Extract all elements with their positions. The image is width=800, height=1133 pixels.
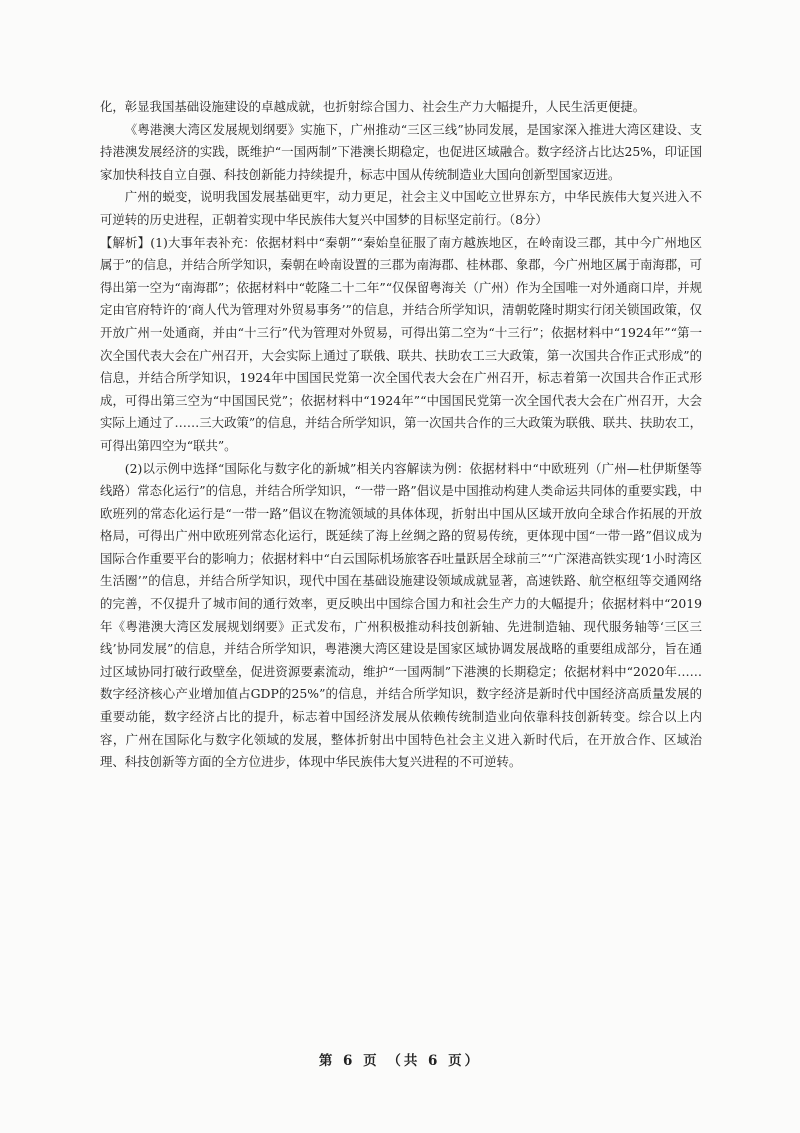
paragraph-conclusion: 广州的蜕变，说明我国发展基础更牢，动力更足，社会主义中国屹立世界东方，中华民族伟大复兴进入不可逆转的历史进程，正朝着实现中华民族伟大复兴中国梦的目标坚定前行。（8分） <box>100 189 702 227</box>
paragraph-bay-area: 《粤港澳大湾区发展规划纲要》实施下，广州推动“三区三线”协同发展，是国家深入推进大湾区建设、支持港澳发展经济的实践，既维护“一国两制”下港澳长期稳定，也促进区域融合。数字经济占比达25%，印证国家加快科技自立自强、科技创新能力持续提升，标志中国从传统制造业大国向创新型国家迈进。 <box>100 121 702 182</box>
page-number-footer: 第 6 页 （共 6 页） <box>318 1053 482 1069</box>
paragraph-analysis-part1: 【解析】(1)大事年表补充：依据材料中“秦朝”“秦始皇征服了南方越族地区，在岭南设三郡，其中今广州地区属于”的信息，并结合所学知识，秦朝在岭南设置的三郡为南海郡、桂林郡、象郡，今广州地区属于南海郡，可得出第一空为“南海郡”；依据材料中“乾隆二十二年”“仅保留粤海关（广州）作为全国唯一对外通商口岸，并规定由官府特许的‘商人代为管理对外贸易事务’”的信息，并结合所学知识，清朝乾隆时期实行闭关锁国政策，仅开放广州一处通商，并由“十三行”代为管理对外贸易，可得出第二空为“十三行”；依据材料中“1924年”“第一次全国代表大会在广州召开，大会实际上通过了联俄、联共、扶助农工三大政策，第一次国共合作正式形成”的信息，并结合所学知识，1924年中国国民党第一次全国代表大会在广州召开，标志着第一次国共合作正式形成，可得出第三空为“中国国民党”；依据材料中“1924年”“中国国民党第一次全国代表大会在广州召开，大会实际上通过了……三大政策”的信息，并结合所学知识，第一次国共合作的三大政策为联俄、联共、扶助农工，可得出第四空为“联共”。 <box>100 234 702 453</box>
paragraph-analysis-part2: (2)以示例中选择“国际化与数字化的新城”相关内容解读为例：依据材料中“中欧班列（广州—杜伊斯堡等线路）常态化运行”的信息，并结合所学知识，“一带一路”倡议是中国推动构建人类命运共同体的重要实践，中欧班列的常态化运行是“一带一路”倡议在物流领域的具体体现，折射出中国从区域开放向全球合作拓展的开放格局，可得出广州中欧班列常态化运行，既延续了海上丝绸之路的贸易传统，更体现中国“一带一路”倡议成为国际合作重要平台的影响力；依据材料中“白云国际机场旅客吞吐量跃居全球前三”“广深港高铁实现‘1小时湾区生活圈’”的信息，并结合所学知识，现代中国在基础设施建设领域成就显著，高速铁路、航空枢纽等交通网络的完善，不仅提升了城市间的通行效率，更反映出中国综合国力和社会生产力的大幅提升；依据材料中“2019年《粤港澳大湾区发展规划纲要》正式发布，广州积极推动科技创新轴、先进制造轴、现代服务轴等‘三区三线’协同发展”的信息，并结合所学知识，粤港澳大湾区建设是国家区域协调发展战略的重要组成部分，旨在通过区域协同打破行政壁垒，促进资源要素流动，维护“一国两制”下港澳的长期稳定；依据材料中“2020年……数字经济核心产业增加值占GDP的25%”的信息，并结合所学知识，数字经济是新时代中国经济高质量发展的重要动能，数字经济占比的提升，标志着中国经济发展从依赖传统制造业向依靠科技创新转变。综合以上内容，广州在国际化与数字化领域的发展，整体折射出中国特色社会主义进入新时代后，在开放合作、区域治理、科技创新等方面的全方位进步，体现中华民族伟大复兴进程的不可逆转。 <box>100 460 702 770</box>
answer-text-block <box>100 96 702 774</box>
paragraph-continuation: 化，彰显我国基础设施建设的卓越成就，也折射综合国力、社会生产力大幅提升，人民生活更便捷。 <box>100 99 646 114</box>
